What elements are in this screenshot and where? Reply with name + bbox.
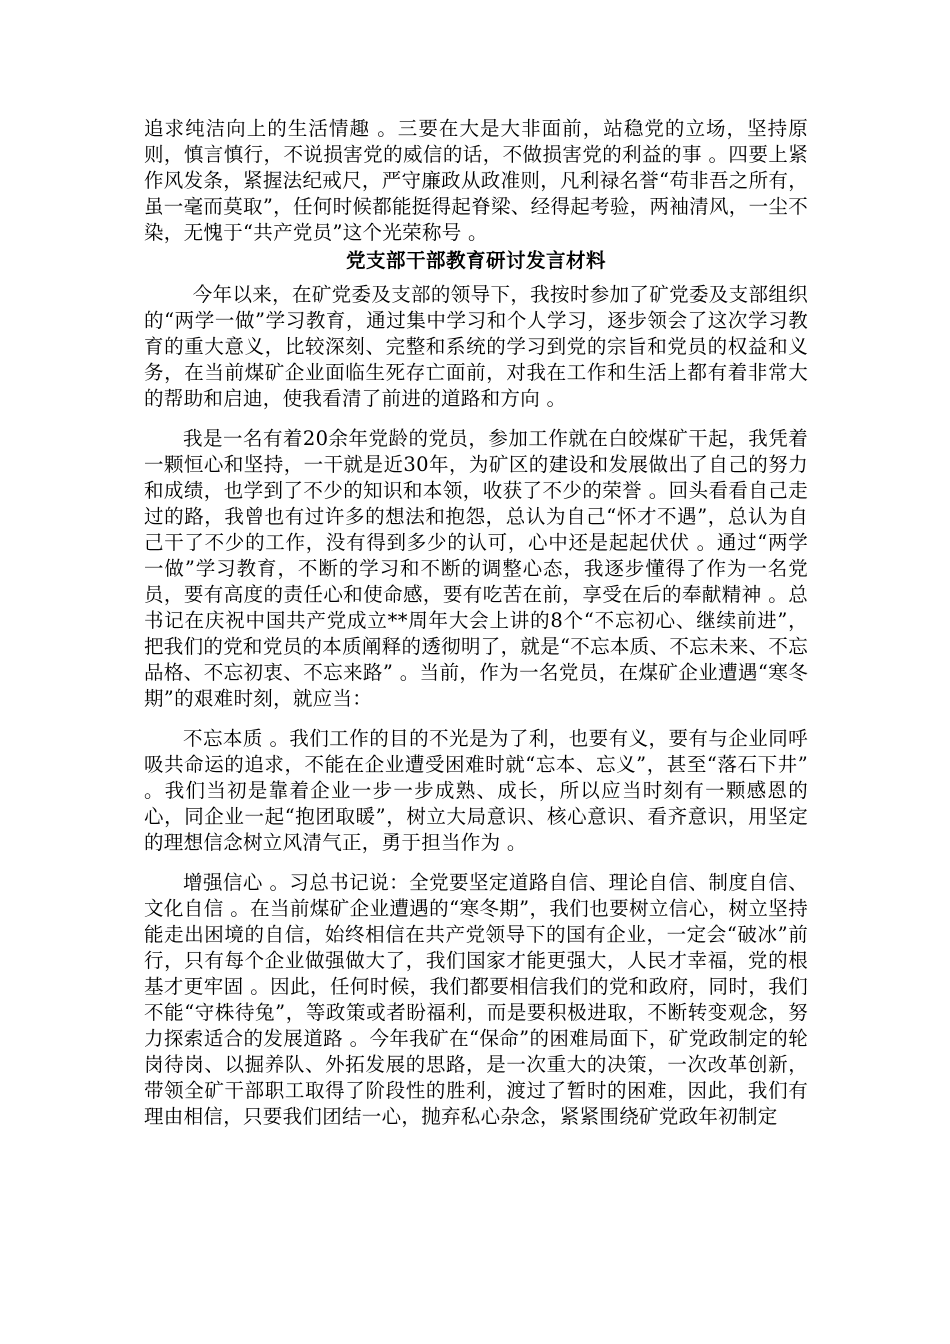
document-title: 党支部干部教育研讨发言材料 [345, 249, 606, 272]
intro-paragraph: 追求纯洁向上的生活情趣 。三要在大是大非面前，站稳党的立场，坚持原则，慎言慎行，不说损害党的威信的话，不做损害党的利益的事 。四要上紧作风发条，紧握法纪戒尺，严守廉政从政准则，凡利禄名誉“苟非吾之所有，虽一毫而莫取”，任何时候都能挺得起脊梁、经得起考验，两袖清风，一尘不染，无愧于“共产党员”这个光荣称号 。 [144, 117, 808, 244]
document-page [144, 116, 808, 1130]
paragraph-3: 不忘本质 。我们工作的目的不光是为了利，也要有义，要有与企业同呼吸共命运的追求，不能在企业遭受困难时就“忘本、忘义”，甚至“落石下井” 。我们当初是靠着企业一步一步成熟、成长，所以应当时刻有一颗感恩的心，同企业一起“抱团取暖”，树立大局意识、核心意识、看齐意识，用坚定的理想信念树立风清气正，勇于担当作为 。 [144, 727, 808, 854]
paragraph-4: 增强信心 。习总书记说：全党要坚定道路自信、理论自信、制度自信、文化自信 。在当前煤矿企业遭遇的“寒冬期”，我们也要树立信心，树立坚持能走出困境的自信，始终相信在共产党领导下的国有企业，一定会“破冰”前行，只有每个企业做强做大了，我们国家才能更强大，人民才幸福，党的根基才更牢固 。因此，任何时候，我们都要相信我们的党和政府，同时，我们不能“守株待兔”，等政策或者盼福利，而是要积极进取，不断转变观念，努力探索适合的发展道路 。今年我矿在“保命”的困难局面下，矿党政制定的轮岗待岗、以掘养队、外拓发展的思路，是一次重大的决策，一次改革创新，带领全矿干部职工取得了阶段性的胜利，渡过了暂时的困难，因此，我们有理由相信，只要我们团结一心，抛弃私心杂念，紧紧围绕矿党政年初制定 [144, 871, 808, 1128]
paragraph-1: 今年以来，在矿党委及支部的领导下，我按时参加了矿党委及支部组织的“两学一做”学习教育，通过集中学习和个人学习，逐步领会了这次学习教育的重大意义，比较深刻、完整和系统的学习到党的宗旨和党员的权益和义务，在当前煤矿企业面临生死存亡面前，对我在工作和生活上都有着非常大的帮助和启迪，使我看清了前进的道路和方向 。 [144, 283, 808, 410]
paragraph-2: 我是一名有着20余年党龄的党员，参加工作就在白皎煤矿干起，我凭着一颗恒心和坚持，一干就是近30年，为矿区的建设和发展做出了自己的努力和成绩，也学到了不少的知识和本领，收获了不少的荣誉 。回头看看自己走过的路，我曾也有过许多的想法和抱怨，总认为自己“怀才不遇”，总认为自己干了不少的工作，没有得到多少的认可，心中还是起起伏伏 。通过“两学一做”学习教育，不断的学习和不断的调整心态，我逐步懂得了作为一名党员，要有高度的责任心和使命感，要有吃苦在前，享受在后的奉献精神 。总书记在庆祝中国共产党成立**周年大会上讲的8个“不忘初心、继续前进”，把我们的党和党员的本质阐释的透彻明了，就是“不忘本质、不忘未来、不忘品格、不忘初衷、不忘来路” 。当前，作为一名党员，在煤矿企业遭遇“寒冬期”的艰难时刻，就应当： [144, 427, 808, 710]
